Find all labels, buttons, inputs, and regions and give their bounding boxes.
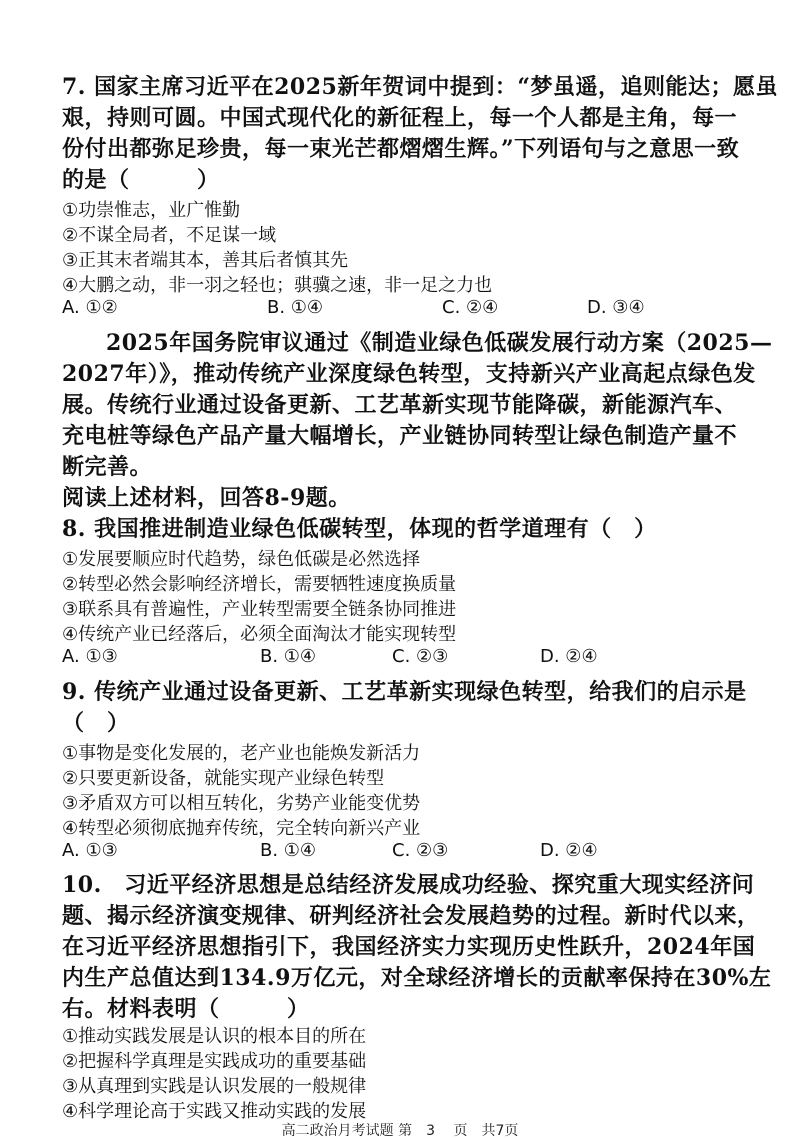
q8-item-4: ④传统产业已经落后，必须全面淘汰才能实现转型: [62, 624, 457, 645]
q9-option-d: D. ②④: [540, 840, 598, 861]
q9-option-a: A. ①③: [62, 840, 118, 861]
q9-stem-line: （ ）: [62, 710, 130, 736]
q10-stem-line: 右。材料表明（ ）: [62, 996, 310, 1022]
material-instruction: 阅读上述材料，回答8-9题。: [62, 485, 351, 511]
q7-options: [62, 297, 742, 321]
page-footer: 高二政治月考试题 第 3 页 共7页: [281, 1123, 519, 1139]
q7-item-3: ③正其末者端其本，善其后者慎其先: [62, 250, 349, 271]
q10-stem-line: 内生产总值达到134.9万亿元，对全球经济增长的贡献率保持在30%左: [62, 965, 772, 991]
q7-stem-line: 的是（ ）: [62, 167, 220, 193]
q7-item-1: ①功崇惟志，业广惟勤: [62, 200, 241, 221]
q9-option-c: C. ②③: [392, 840, 449, 861]
q10-item-3: ③从真理到实践是认识发展的一般规律: [62, 1076, 367, 1097]
q9-stem-line: 9. 传统产业通过设备更新、工艺革新实现绿色转型，给我们的启示是: [62, 679, 747, 705]
q8-stem-line: 8. 我国推进制造业绿色低碳转型，体现的哲学道理有（ ）: [62, 516, 657, 542]
q7-item-4: ④大鹏之动，非一羽之轻也；骐骥之速，非一足之力也: [62, 275, 493, 296]
q8-item-3: ③联系具有普遍性，产业转型需要全链条协同推进: [62, 599, 457, 620]
q7-stem-line: 艰，持则可圆。中国式现代化的新征程上，每一个人都是主角，每一: [62, 105, 738, 131]
q9-options: [62, 840, 742, 864]
q10-stem-line: 10. 习近平经济思想是总结经济发展成功经验、探究重大现实经济问: [62, 872, 755, 898]
material-line: 2027年）》，推动传统产业深度绿色转型，支持新兴产业高起点绿色发: [62, 361, 756, 387]
q8-option-c: C. ②③: [392, 646, 449, 667]
q9-item-2: ②只要更新设备，就能实现产业绿色转型: [62, 768, 385, 789]
material-line: 断完善。: [62, 454, 153, 480]
q8-options: [62, 646, 742, 670]
q7-option-a: A. ①②: [62, 297, 118, 318]
q7-stem-line: 份付出都弥足珍贵，每一束光芒都熠熠生辉。”下列语句与之意思一致: [62, 136, 740, 162]
material-line: 充电桩等绿色产品产量大幅增长，产业链协同转型让绿色制造产量不: [62, 423, 738, 449]
q10-stem-line: 在习近平经济思想指引下，我国经济实力实现历史性跃升，2024年国: [62, 934, 756, 960]
material-line: 2025年国务院审议通过《制造业绿色低碳发展行动方案（2025—: [106, 330, 773, 356]
q7-option-d: D. ③④: [587, 297, 645, 318]
q8-option-b: B. ①④: [260, 646, 317, 667]
q10-item-1: ①推动实践发展是认识的根本目的所在: [62, 1026, 367, 1047]
q9-option-b: B. ①④: [260, 840, 317, 861]
q8-item-1: ①发展要顺应时代趋势，绿色低碳是必然选择: [62, 549, 421, 570]
q7-option-c: C. ②④: [442, 297, 499, 318]
q9-item-4: ④转型必须彻底抛弃传统，完全转向新兴产业: [62, 818, 421, 839]
q9-item-1: ①事物是变化发展的，老产业也能焕发新活力: [62, 743, 421, 764]
q8-item-2: ②转型必然会影响经济增长，需要牺牲速度换质量: [62, 574, 457, 595]
q10-item-2: ②把握科学真理是实践成功的重要基础: [62, 1051, 367, 1072]
q10-stem-line: 题、揭示经济演变规律、研判经济社会发展趋势的过程。新时代以来，: [62, 903, 760, 929]
q10-item-4: ④科学理论高于实践又推动实践的发展: [62, 1101, 367, 1122]
q9-item-3: ③矛盾双方可以相互转化，劣势产业能变优势: [62, 793, 421, 814]
q7-stem-line: 7. 国家主席习近平在2025新年贺词中提到：“梦虽遥，追则能达；愿虽: [62, 74, 779, 100]
q8-option-d: D. ②④: [540, 646, 598, 667]
q8-option-a: A. ①③: [62, 646, 118, 667]
material-line: 展。传统行业通过设备更新、工艺革新实现节能降碳，新能源汽车、: [62, 392, 738, 418]
q7-item-2: ②不谋全局者，不足谋一域: [62, 225, 277, 246]
q7-option-b: B. ①④: [267, 297, 324, 318]
